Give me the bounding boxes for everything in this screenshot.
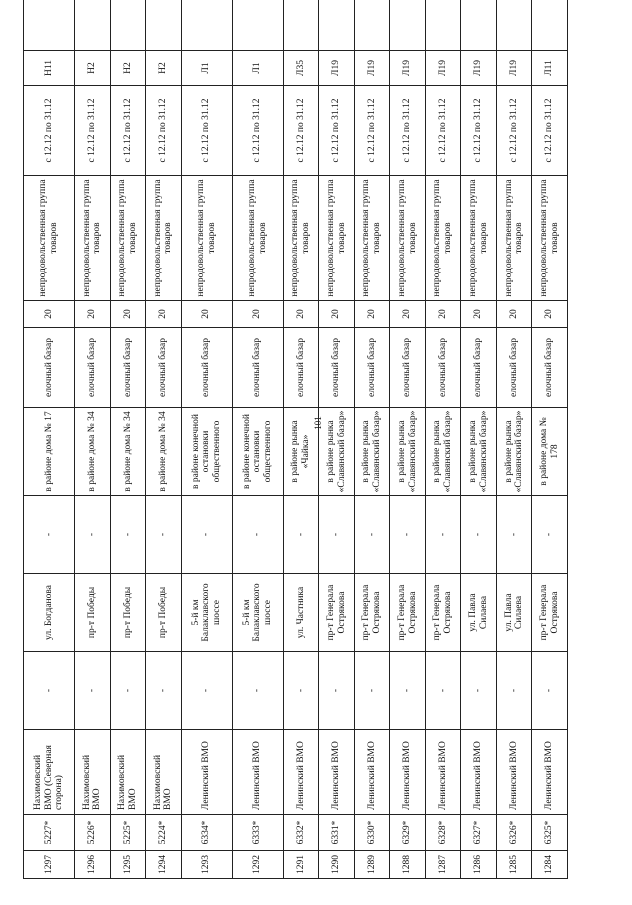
trade-type-cell: елочный базар (75, 328, 111, 408)
location-cell: в районе дома № 34 (146, 408, 182, 496)
period-cell: с 12.12 по 31.12 (425, 86, 461, 176)
location-cell: в районе рынка «Славянский базар» (354, 408, 390, 496)
location-cell: в районе рынка «Славянский базар» (461, 408, 497, 496)
location-cell: в районе дома № 178 (532, 408, 568, 496)
zone-cell: Л1 (232, 51, 283, 86)
row-number-cell: 1297 (24, 851, 75, 879)
empty-cell: - (496, 652, 532, 730)
period-cell: с 12.12 по 31.12 (354, 86, 390, 176)
district-cell: Нахимовский ВМО (Северная сторона) (24, 730, 75, 815)
district-cell: Ленинский ВМО (283, 730, 319, 815)
trade-places-table (23, 0, 568, 879)
goods-group-cell: непродовольственная группа товаров (354, 176, 390, 301)
district-cell: Ленинский ВМО (532, 730, 568, 815)
empty-cell (390, 0, 426, 51)
street-cell: ул. Богданова (24, 574, 75, 652)
row-number-cell: 1290 (319, 851, 355, 879)
place-code-cell: 5225* (110, 815, 146, 851)
street-cell: пр-т Победы (110, 574, 146, 652)
street-cell: пр-т Генерала Острякова (425, 574, 461, 652)
street-cell: ул. Частника (283, 574, 319, 652)
district-cell: Ленинский ВМО (425, 730, 461, 815)
area-cell: 20 (354, 301, 390, 328)
area-cell: 20 (110, 301, 146, 328)
place-code-cell: 6334* (181, 815, 232, 851)
table-row (461, 0, 497, 879)
empty-cell: - (283, 652, 319, 730)
period-cell: с 12.12 по 31.12 (319, 86, 355, 176)
goods-group-cell: непродовольственная группа товаров (283, 176, 319, 301)
zone-cell: Л19 (461, 51, 497, 86)
district-cell: Ленинский ВМО (181, 730, 232, 815)
empty-cell: - (496, 496, 532, 574)
row-number-cell: 1293 (181, 851, 232, 879)
zone-cell: Л19 (319, 51, 355, 86)
empty-cell: - (461, 496, 497, 574)
zone-cell: Н2 (110, 51, 146, 86)
goods-group-cell: непродовольственная группа товаров (319, 176, 355, 301)
row-number-cell: 1291 (283, 851, 319, 879)
empty-cell (354, 0, 390, 51)
trade-type-cell: елочный базар (146, 328, 182, 408)
period-cell: с 12.12 по 31.12 (24, 86, 75, 176)
empty-cell: - (390, 496, 426, 574)
row-number-cell: 1286 (461, 851, 497, 879)
area-cell: 20 (283, 301, 319, 328)
place-code-cell: 6331* (319, 815, 355, 851)
place-code-cell: 6328* (425, 815, 461, 851)
area-cell: 20 (24, 301, 75, 328)
table-row (146, 0, 182, 879)
zone-cell: Н2 (146, 51, 182, 86)
zone-cell: Н11 (24, 51, 75, 86)
place-code-cell: 6330* (354, 815, 390, 851)
row-number-cell: 1287 (425, 851, 461, 879)
trade-type-cell: елочный базар (425, 328, 461, 408)
street-cell: пр-т Победы (146, 574, 182, 652)
table-row (283, 0, 319, 879)
location-cell: в районе дома № 17 (24, 408, 75, 496)
empty-cell: - (354, 652, 390, 730)
goods-group-cell: непродовольственная группа товаров (232, 176, 283, 301)
street-cell: пр-т Генерала Острякова (319, 574, 355, 652)
table-row (24, 0, 75, 879)
table-row (425, 0, 461, 879)
goods-group-cell: непродовольственная группа товаров (146, 176, 182, 301)
empty-cell (425, 0, 461, 51)
period-cell: с 12.12 по 31.12 (390, 86, 426, 176)
period-cell: с 12.12 по 31.12 (232, 86, 283, 176)
zone-cell: Л35 (283, 51, 319, 86)
trade-type-cell: елочный базар (390, 328, 426, 408)
empty-cell: - (75, 496, 111, 574)
area-cell: 20 (181, 301, 232, 328)
row-number-cell: 1294 (146, 851, 182, 879)
trade-type-cell: елочный базар (110, 328, 146, 408)
period-cell: с 12.12 по 31.12 (283, 86, 319, 176)
district-cell: Нахимовский ВМО (75, 730, 111, 815)
period-cell: с 12.12 по 31.12 (461, 86, 497, 176)
empty-cell: - (24, 652, 75, 730)
table-row (75, 0, 111, 879)
period-cell: с 12.12 по 31.12 (496, 86, 532, 176)
period-cell: с 12.12 по 31.12 (532, 86, 568, 176)
empty-cell (24, 0, 75, 51)
district-cell: Нахимовский ВМО (146, 730, 182, 815)
period-cell: с 12.12 по 31.12 (75, 86, 111, 176)
empty-cell: - (319, 496, 355, 574)
trade-type-cell: елочный базар (319, 328, 355, 408)
table-row (354, 0, 390, 879)
empty-cell: - (354, 496, 390, 574)
street-cell: ул. Павла Силаева (496, 574, 532, 652)
empty-cell (75, 0, 111, 51)
location-cell: в районе рынка «Славянский базар» (319, 408, 355, 496)
area-cell: 20 (319, 301, 355, 328)
row-number-cell: 1288 (390, 851, 426, 879)
empty-cell (110, 0, 146, 51)
district-cell: Ленинский ВМО (496, 730, 532, 815)
goods-group-cell: непродовольственная группа товаров (110, 176, 146, 301)
goods-group-cell: непродовольственная группа товаров (461, 176, 497, 301)
zone-cell: Н2 (75, 51, 111, 86)
street-cell: ул. Павла Силаева (461, 574, 497, 652)
table-row (181, 0, 232, 879)
empty-cell: - (146, 496, 182, 574)
district-cell: Ленинский ВМО (354, 730, 390, 815)
goods-group-cell: непродовольственная группа товаров (24, 176, 75, 301)
location-cell: в районе конечной остановки общественного (232, 408, 283, 496)
location-cell: в районе рынка «Славянский базар» (496, 408, 532, 496)
empty-cell: - (232, 652, 283, 730)
zone-cell: Л1 (181, 51, 232, 86)
table-row (319, 0, 355, 879)
empty-cell: - (532, 652, 568, 730)
row-number-cell: 1284 (532, 851, 568, 879)
empty-cell: - (75, 652, 111, 730)
empty-cell (232, 0, 283, 51)
table-row (232, 0, 283, 879)
goods-group-cell: непродовольственная группа товаров (75, 176, 111, 301)
street-cell: 5-й км Балаклавского шоссе (232, 574, 283, 652)
place-code-cell: 6333* (232, 815, 283, 851)
empty-cell: - (110, 652, 146, 730)
empty-cell: - (110, 496, 146, 574)
empty-cell: - (390, 652, 426, 730)
table-row (110, 0, 146, 879)
empty-cell (283, 0, 319, 51)
place-code-cell: 5224* (146, 815, 182, 851)
zone-cell: Л19 (496, 51, 532, 86)
empty-cell (181, 0, 232, 51)
empty-cell (496, 0, 532, 51)
trade-type-cell: елочный базар (532, 328, 568, 408)
area-cell: 20 (425, 301, 461, 328)
location-cell: в районе рынка «Чайка» (283, 408, 319, 496)
empty-cell (146, 0, 182, 51)
empty-cell (461, 0, 497, 51)
goods-group-cell: непродовольственная группа товаров (496, 176, 532, 301)
trade-type-cell: елочный базар (496, 328, 532, 408)
page-number: 101 (312, 416, 323, 430)
location-cell: в районе рынка «Славянский базар» (390, 408, 426, 496)
street-cell: пр-т Победы (75, 574, 111, 652)
area-cell: 20 (232, 301, 283, 328)
trade-type-cell: елочный базар (24, 328, 75, 408)
goods-group-cell: непродовольственная группа товаров (425, 176, 461, 301)
period-cell: с 12.12 по 31.12 (146, 86, 182, 176)
area-cell: 20 (461, 301, 497, 328)
trade-type-cell: елочный базар (283, 328, 319, 408)
street-cell: пр-т Генерала Острякова (354, 574, 390, 652)
empty-cell: - (181, 496, 232, 574)
goods-group-cell: непродовольственная группа товаров (181, 176, 232, 301)
empty-cell (532, 0, 568, 51)
table-row (496, 0, 532, 879)
empty-cell: - (232, 496, 283, 574)
place-code-cell: 6327* (461, 815, 497, 851)
place-code-cell: 6329* (390, 815, 426, 851)
area-cell: 20 (75, 301, 111, 328)
zone-cell: Л19 (425, 51, 461, 86)
empty-cell: - (146, 652, 182, 730)
location-cell: в районе рынка «Славянский базар» (425, 408, 461, 496)
district-cell: Ленинский ВМО (232, 730, 283, 815)
goods-group-cell: непродовольственная группа товаров (390, 176, 426, 301)
empty-cell: - (532, 496, 568, 574)
empty-cell: - (24, 496, 75, 574)
table-row (390, 0, 426, 879)
table-row (532, 0, 568, 879)
empty-cell: - (283, 496, 319, 574)
place-code-cell: 5227* (24, 815, 75, 851)
place-code-cell: 6332* (283, 815, 319, 851)
trade-type-cell: елочный базар (181, 328, 232, 408)
row-number-cell: 1285 (496, 851, 532, 879)
row-number-cell: 1289 (354, 851, 390, 879)
table-body (24, 0, 568, 879)
period-cell: с 12.12 по 31.12 (110, 86, 146, 176)
district-cell: Ленинский ВМО (319, 730, 355, 815)
empty-cell: - (319, 652, 355, 730)
area-cell: 20 (146, 301, 182, 328)
place-code-cell: 6325* (532, 815, 568, 851)
location-cell: в районе конечной остановки общественного (181, 408, 232, 496)
empty-cell: - (461, 652, 497, 730)
zone-cell: Л11 (532, 51, 568, 86)
empty-cell (319, 0, 355, 51)
location-cell: в районе дома № 34 (110, 408, 146, 496)
street-cell: 5-й км Балаклавского шоссе (181, 574, 232, 652)
location-cell: в районе дома № 34 (75, 408, 111, 496)
empty-cell: - (181, 652, 232, 730)
period-cell: с 12.12 по 31.12 (181, 86, 232, 176)
street-cell: пр-т Генерала Острякова (532, 574, 568, 652)
street-cell: пр-т Генерала Острякова (390, 574, 426, 652)
district-cell: Нахимовский ВМО (110, 730, 146, 815)
row-number-cell: 1296 (75, 851, 111, 879)
zone-cell: Л19 (390, 51, 426, 86)
district-cell: Ленинский ВМО (461, 730, 497, 815)
document-table-wrapper (23, 28, 568, 879)
empty-cell: - (425, 496, 461, 574)
row-number-cell: 1292 (232, 851, 283, 879)
area-cell: 20 (532, 301, 568, 328)
empty-cell: - (425, 652, 461, 730)
place-code-cell: 5226* (75, 815, 111, 851)
trade-type-cell: елочный базар (354, 328, 390, 408)
area-cell: 20 (496, 301, 532, 328)
row-number-cell: 1295 (110, 851, 146, 879)
area-cell: 20 (390, 301, 426, 328)
zone-cell: Л19 (354, 51, 390, 86)
trade-type-cell: елочный базар (461, 328, 497, 408)
district-cell: Ленинский ВМО (390, 730, 426, 815)
place-code-cell: 6326* (496, 815, 532, 851)
goods-group-cell: непродовольственная группа товаров (532, 176, 568, 301)
trade-type-cell: елочный базар (232, 328, 283, 408)
